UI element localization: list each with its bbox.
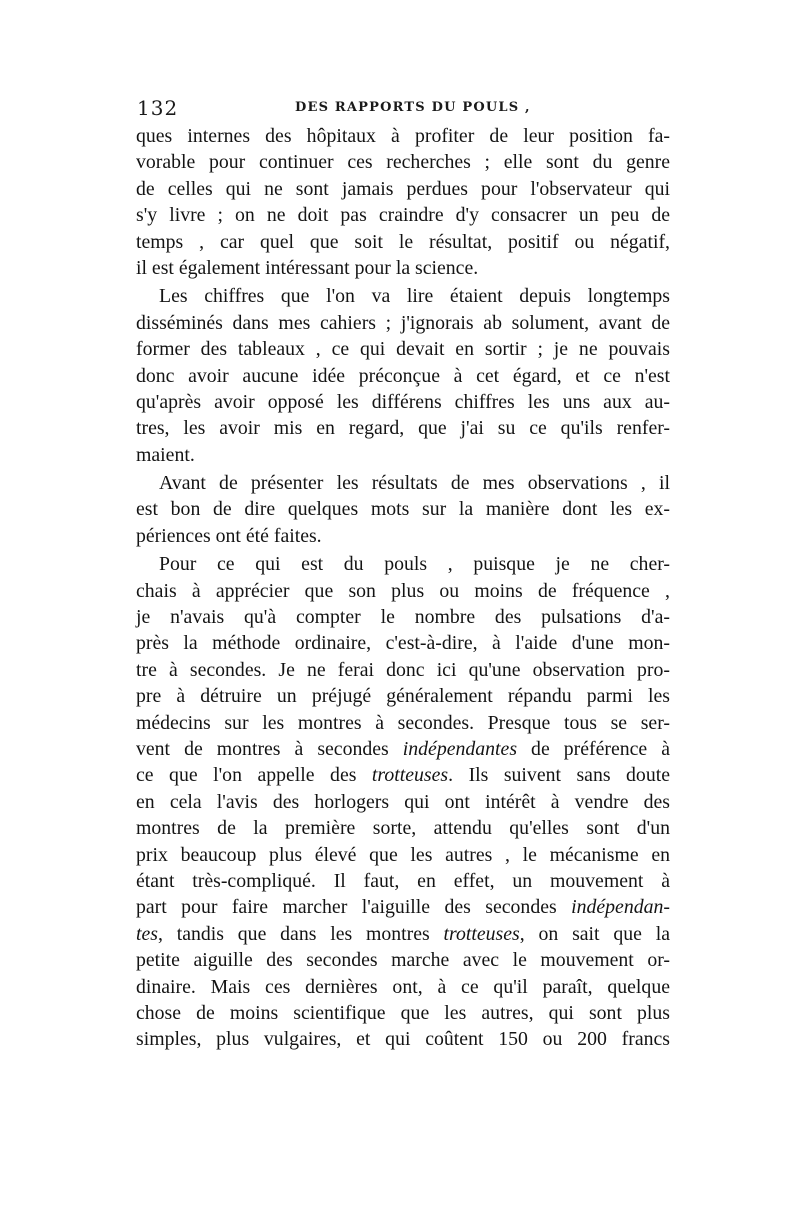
text-line: temps , car quel que soit le résultat, positif ou négatif, xyxy=(136,230,670,253)
text-line: petite aiguille des secondes marche avec le mouvement or- xyxy=(136,949,670,972)
text-line: simples, plus vulgaires, et qui coûtent 150 ou 200 francs xyxy=(136,1028,670,1051)
text-segment: , tandis que dans les montres xyxy=(157,922,444,945)
text-line: je n'avais qu'à compter le nombre des pulsations d'a- xyxy=(136,606,670,629)
text-line: est bon de dire quelques mots sur la manière dont les ex- xyxy=(136,498,670,521)
text-line: Les chiffres que l'on va lire étaient depuis longtemps xyxy=(159,285,670,308)
text-line: montres de la première sorte, attendu qu'elles sont d'un xyxy=(136,817,670,840)
text-line: disséminés dans mes cahiers ; j'ignorais ab solument, avant de xyxy=(136,311,670,334)
body-text xyxy=(136,123,670,1053)
text-line: de celles qui ne sont jamais perdues pour l'observateur qui xyxy=(136,177,670,200)
text-segment: . Ils suivent sans doute xyxy=(448,764,670,787)
text-line: périences ont été faites. xyxy=(136,524,322,547)
text-line: Avant de présenter les résultats de mes observations , il xyxy=(159,472,670,495)
text-line: maient. xyxy=(136,443,195,466)
italic-term: trotteuses xyxy=(371,764,449,787)
text-line: pre à détruire un préjugé généralement répandu parmi les xyxy=(136,685,670,708)
text-segment: vent de montres à secondes xyxy=(136,737,403,760)
text-line: il est également intéressant pour la science. xyxy=(136,256,479,279)
text-line: prix beaucoup plus élevé que les autres , le mécanisme en xyxy=(136,843,670,866)
italic-term: tes xyxy=(136,922,158,945)
text-segment: part pour faire marcher l'aiguille des secondes xyxy=(136,896,572,919)
text-line xyxy=(136,894,670,920)
text-line: étant très-compliqué. Il faut, en effet, un mouvement à xyxy=(136,869,670,892)
page-header xyxy=(137,96,675,122)
italic-term: trotteuses xyxy=(443,922,520,945)
text-line: former des tableaux , ce qui devait en sortir ; je ne pouvais xyxy=(136,338,670,361)
text-line: en cela l'avis des horlogers qui ont intérêt à vendre des xyxy=(136,790,670,813)
text-line: tre à secondes. Je ne ferai donc ici qu'une observation pro- xyxy=(136,658,670,681)
text-line xyxy=(136,736,670,762)
text-line: médecins sur les montres à secondes. Presque tous se ser- xyxy=(136,711,670,734)
text-line: dinaire. Mais ces dernières ont, à ce qu'il paraît, quelque xyxy=(136,975,670,998)
text-segment: de préférence à xyxy=(517,737,670,760)
text-line xyxy=(136,921,670,947)
text-line: tres, les avoir mis en regard, que j'ai su ce qu'ils renfer- xyxy=(136,417,670,440)
text-line: près la méthode ordinaire, c'est-à-dire, à l'aide d'une mon- xyxy=(136,632,670,655)
text-line: qu'après avoir opposé les différens chiffres les uns aux au- xyxy=(136,390,670,413)
text-line: s'y livre ; on ne doit pas craindre d'y consacrer un peu de xyxy=(136,204,670,227)
text-line xyxy=(136,762,670,788)
text-line: chais à apprécier que son plus ou moins de fréquence , xyxy=(136,579,670,602)
text-line: donc avoir aucune idée préconçue à cet égard, et ce n'est xyxy=(136,364,670,387)
text-line: vorable pour continuer ces recherches ; elle sont du genre xyxy=(136,151,670,174)
running-head: DES RAPPORTS DU POULS , xyxy=(295,100,531,115)
text-segment: ce que l'on appelle des xyxy=(136,764,372,787)
text-segment: , on sait que la xyxy=(519,922,670,945)
page-number: 132 xyxy=(137,96,179,120)
text-line: ques internes des hôpitaux à profiter de leur position fa- xyxy=(136,125,670,147)
text-line: Pour ce qui est du pouls , puisque je ne cher- xyxy=(159,553,670,576)
italic-term: indépendantes xyxy=(402,737,518,760)
text-line: chose de moins scientifique que les autres, qui sont plus xyxy=(136,1001,670,1024)
italic-term: indépendan- xyxy=(571,896,670,919)
